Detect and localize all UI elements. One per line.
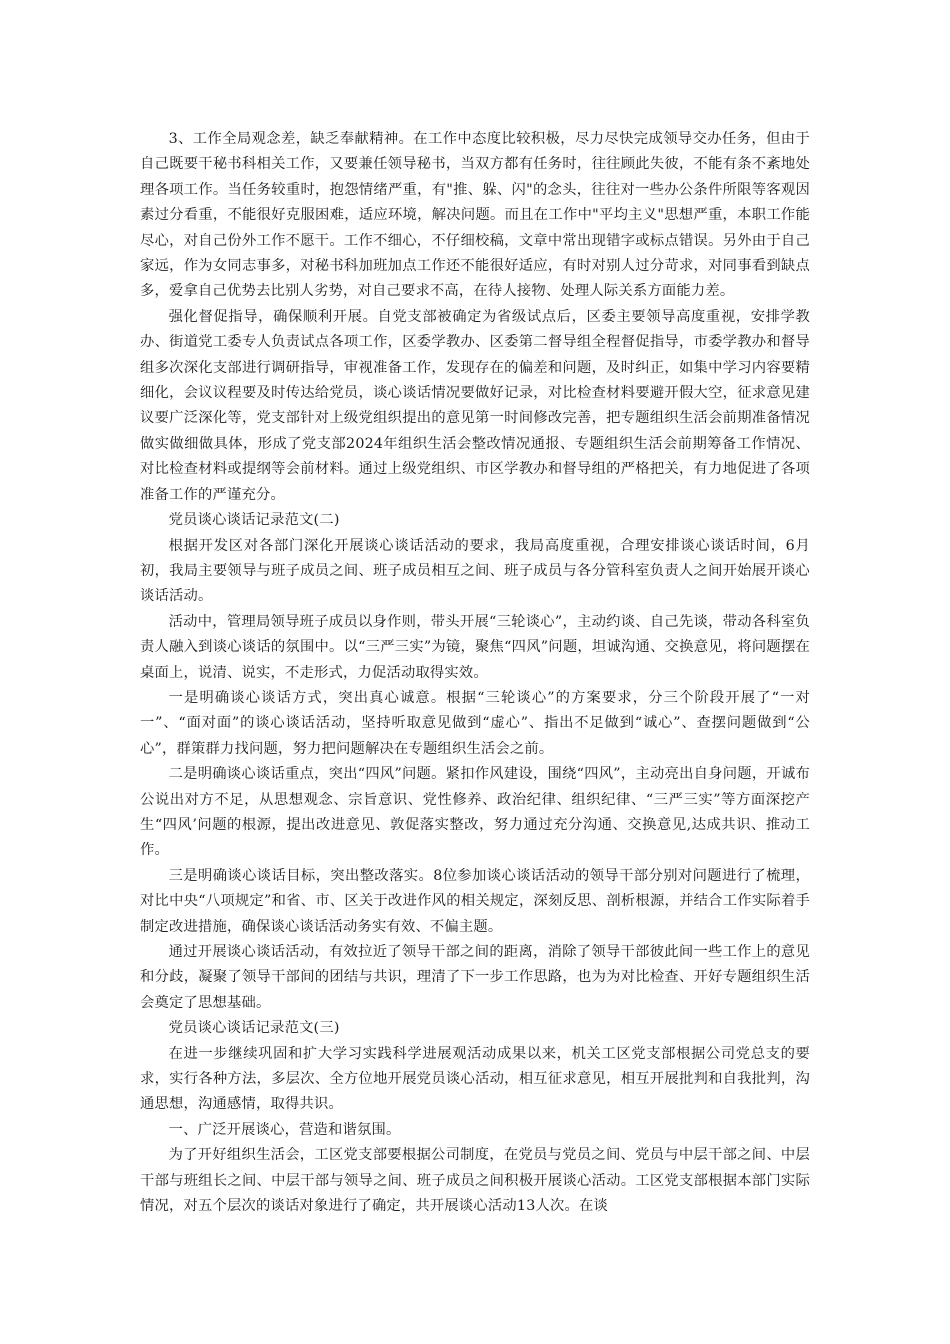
paragraph-activity: 活动中，管理局领导班子成员以身作则，带头开展“三轮谈心”，主动约谈、自己先谈，带动各科室负责人融入到谈心谈话的氛围中。以“三严三实”为镜，聚焦“四风”问题，坦诚沟通、交换意见，将问题摆在桌面上，说清、说实，不走形式，力促活动取得实效。 — [140, 613, 810, 681]
paragraph-point-1: 一是明确谈心谈话方式，突出真心诚意。根据“三轮谈心”的方案要求，分三个阶段开展了“一对一”、“面对面”的谈心谈话活动，坚持听取意见做到“虚心”、指出不足做到“诚心”、查摆问题做到“公心”，群策群力找问题，努力把问题解决在专题组织生活会之前。 — [140, 689, 810, 757]
document-page — [140, 127, 810, 1219]
paragraph-supervision: 强化督促指导，确保顺利开展。自党支部被确定为省级试点后，区委主要领导高度重视，安排学教办、街道党工委专人负责试点各项工作，区委学教办、区委第二督导组全程督促指导，市委学教办和督导组多次深化支部进行调研指导，审视准备工作，发现存在的偏差和问题，及时纠正，如集中学习内容要精细化，会议议程要及时传达给党员，谈心谈话情况要做好记录，对比检查材料要避开假大空，征求意见建议要广泛深化等，党支部针对上级党组织提出的意见第一时间修改完善，把专题组织生活会前期准备情况做实做细做具体，形成了党支部2024年组织生活会整改情况通报、专题组织生活会前期筹备工作情况、对比检查材料或提纲等会前材料。通过上级党组织、市区学教办和督导组的严格把关，有力地促进了各项准备工作的严谨充分。 — [140, 308, 810, 503]
paragraph-work-attitude: 3、工作全局观念差，缺乏奉献精神。在工作中态度比较积极，尽力尽快完成领导交办任务，但由于自己既要干秘书科相关工作，又要兼任领导秘书，当双方都有任务时，往往顾此失彼，不能有条不紊地处理各项工作。当任务较重时，抱怨情绪严重，有"推、躲、闪"的念头，往往对一些办公条件所限等客观因素过分看重，不能很好克服困难，适应环境，解决问题。而且在工作中"平均主义"思想严重，本职工作能尽心，对自己份外工作不愿干。工作不细心，不仔细校稿，文章中常出现错字或标点错误。另外由于自己家远，作为女同志事多，对秘书科加班加点工作还不能很好适应，有时对别人过分苛求，对同事看到缺点多，爱拿自己优势去比别人劣势，对自己要求不高，在待人接物、处理人际关系方面能力差。 — [140, 131, 810, 300]
paragraph-summary-2: 通过开展谈心谈话活动，有效拉近了领导干部之间的距离，消除了领导干部彼此间一些工作上的意见和分歧，凝聚了领导干部间的团结与共识，理清了下一步工作思路，也为为对比检查、开好专题组织生活会奠定了思想基础。 — [140, 944, 810, 1011]
paragraph-organization: 为了开好组织生活会，工区党支部要根据公司制度，在党员与党员之间、党员与中层干部之间、中层干部与班组长之间、中层干部与领导之间、班子成员之间积极开展谈心活动。工区党支部根据本部门实际情况，对五个层次的谈话对象进行了确定，共开展谈心活动13人次。在谈 — [140, 1147, 810, 1215]
paragraph-intro-3: 在进一步继续巩固和扩大学习实践科学进展观活动成果以来，机关工区党支部根据公司党总支的要求，实行各种方法，多层次、全方位地开展党员谈心活动，相互征求意见，相互开展批判和自我批判，沟通思想，沟通感情，取得共识。 — [140, 1045, 810, 1113]
paragraph-intro-2: 根据开发区对各部门深化开展谈心谈话活动的要求，我局高度重视，合理安排谈心谈话时间，6月初，我局主要领导与班子成员之间、班子成员相互之间、班子成员与各分管科室负责人之间开始展开谈心谈话活动。 — [140, 537, 810, 605]
section-heading-3: 党员谈心谈话记录范文(三) — [168, 1020, 340, 1037]
subheading-broad-talks: 一、广泛开展谈心，营造和谐氛围。 — [168, 1121, 401, 1138]
paragraph-point-2: 二是明确谈心谈话重点，突出“四风”问题。紧扣作风建设，围绕“四风”，主动亮出自身问题，开诚布公说出对方不足，从思想观念、宗旨意识、党性修养、政治纪律、组织纪律、“三严三实”等方面深挖产生“四风’问题的根源，提出改进意见、敦促落实整改，努力通过充分沟通、交换意见,达成共识、推动工作。 — [140, 766, 810, 859]
section-heading-2: 党员谈心谈话记录范文(二) — [168, 512, 340, 529]
paragraph-point-3: 三是明确谈心谈话目标，突出整改落实。8位参加谈心谈话活动的领导干部分别对问题进行了梳理，对比中央“八项规定”和省、市、区关于改进作风的相关规定，深刻反思、剖析根源，并结合工作实际着手制定改进措施，确保谈心谈话活动务实有效、不偏主题。 — [140, 867, 810, 935]
